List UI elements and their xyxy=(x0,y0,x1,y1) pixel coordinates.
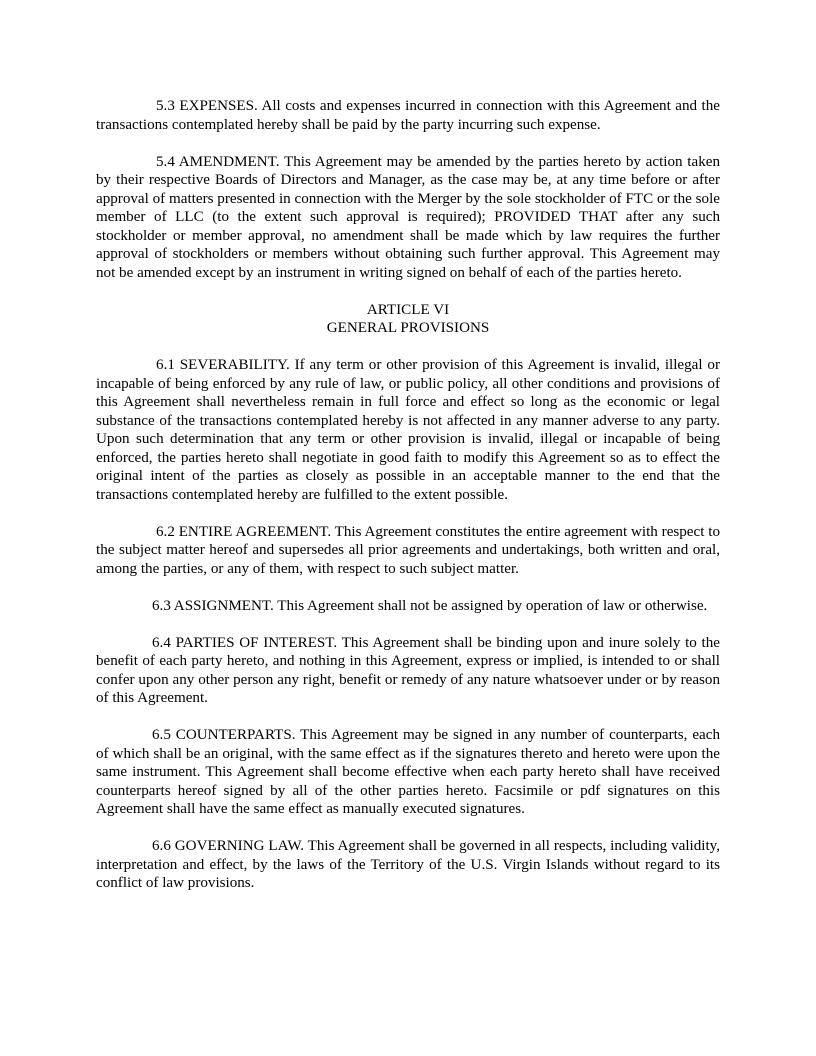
section-6-4-parties-of-interest: 6.4 PARTIES OF INTEREST. This Agreement shall be binding upon and inure solely to the benefit of each party hereto, and nothing in this Agreement, express or implied, is intended to or shall confer upon any other person any right, benefit or remedy of any nature whatsoever under or by reason of this Agreement. xyxy=(96,634,720,706)
section-5-4-amendment: 5.4 AMENDMENT. This Agreement may be amended by the parties hereto by action taken by their respective Boards of Directors and Manager, as the case may be, at any time before or after approval of matters presented in connection with the Merger by the sole stockholder of FTC or the sole member of LLC (to the extent such approval is required); PROVIDED THAT after any such stockholder or member approval, no amendment shall be made which by law requires the further approval of stockholders or members without obtaining such further approval. This Agreement may not be amended except by an instrument in writing signed on behalf of each of the parties hereto. xyxy=(96,153,720,281)
section-6-2-entire-agreement: 6.2 ENTIRE AGREEMENT. This Agreement constitutes the entire agreement with respect to the subject matter hereof and supersedes all prior agreements and undertakings, both written and oral, among the parties, or any of them, with respect to such subject matter. xyxy=(96,523,720,577)
section-6-3-assignment: 6.3 ASSIGNMENT. This Agreement shall not be assigned by operation of law or otherwise. xyxy=(152,597,708,614)
article-heading xyxy=(96,301,720,338)
section-5-3-expenses: 5.3 EXPENSES. All costs and expenses incurred in connection with this Agreement and the transactions contemplated hereby shall be paid by the party incurring such expense. xyxy=(96,98,720,133)
document-page xyxy=(96,97,720,911)
section-6-1-severability: 6.1 SEVERABILITY. If any term or other provision of this Agreement is invalid, illegal or incapable of being enforced by any rule of law, or public policy, all other conditions and provisions of this Agreement shall nevertheless remain in full force and effect so long as the economic or legal substance of the transactions contemplated hereby is not affected in any manner adverse to any party. Upon such determination that any term or other provision is invalid, illegal or incapable of being enforced, the parties hereto shall negotiate in good faith to modify this Agreement so as to effect the original intent of the parties as closely as possible in an acceptable manner to the end that the transactions contemplated hereby are fulfilled to the extent possible. xyxy=(96,357,720,503)
section-6-6-governing-law: 6.6 GOVERNING LAW. This Agreement shall be governed in all respects, including validity, interpretation and effect, by the laws of the Territory of the U.S. Virgin Islands without regard to its conflict of law provisions. xyxy=(96,838,720,891)
article-number: ARTICLE VI xyxy=(366,301,450,318)
section-6-5-counterparts: 6.5 COUNTERPARTS. This Agreement may be signed in any number of counterparts, each of which shall be an original, with the same effect as if the signatures thereto and hereto were upon the same instrument. This Agreement shall become effective when each party hereto shall have received counterparts hereof signed by all of the other parties hereto. Facsimile or pdf signatures on this Agreement shall have the same effect as manually executed signatures. xyxy=(96,727,720,817)
article-title: GENERAL PROVISIONS xyxy=(326,320,490,336)
